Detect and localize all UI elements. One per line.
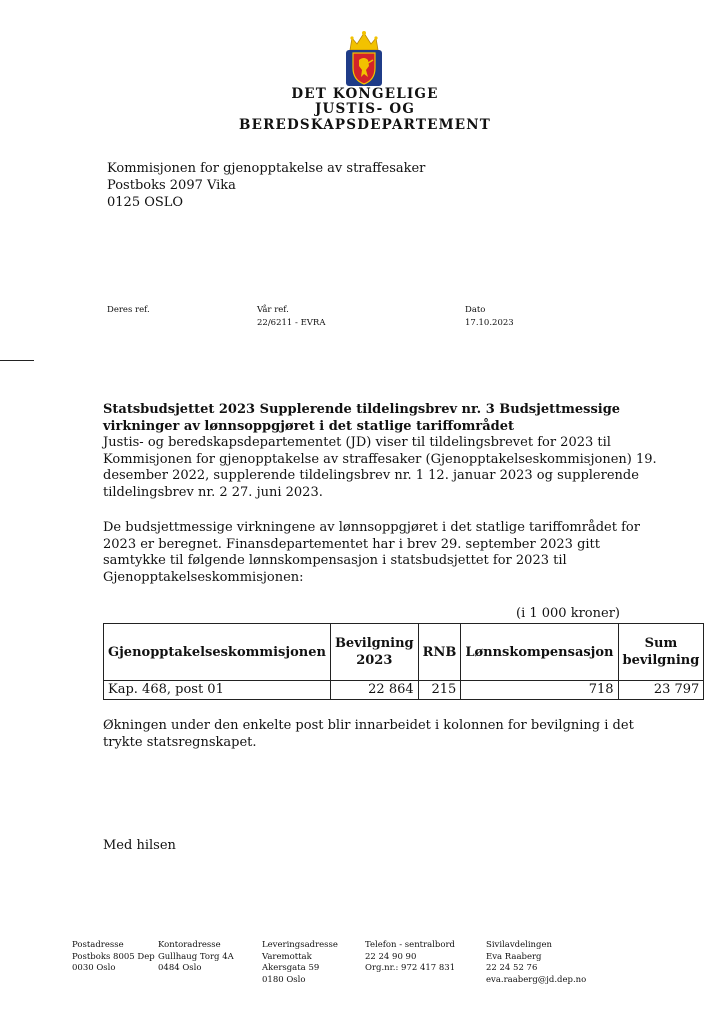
footer-office (158, 940, 234, 975)
footer-line: Gullhaug Torg 4A (158, 951, 234, 962)
recipient-postcode: 0125 OSLO (107, 195, 184, 210)
footer-line: Sivilavdelingen (486, 940, 552, 950)
footer-line: 22 24 52 76 (486, 963, 538, 973)
footer-line: Org.nr.: 972 417 831 (365, 963, 456, 973)
footer-line: Kontoradresse (158, 940, 221, 950)
table-cell: 215 (418, 681, 461, 700)
table-row (104, 681, 704, 700)
footer-line: 0030 Oslo (72, 963, 116, 973)
header-cell: Lønnskompensasjon (461, 624, 618, 681)
footer-line: Postadresse (72, 940, 124, 950)
our-ref-value: 22/6211 - EVRA (257, 318, 326, 328)
paragraph-3: Økningen under den enkelte post blir innarbeidet i kolonnen for bevilgning i det trykte statsregnskapet. (103, 718, 634, 750)
footer-line: Postboks 8005 Dep (72, 951, 155, 962)
footer-phone (365, 940, 455, 975)
recipient-name: Kommisjonen for gjenopptakelse av straffesaker (107, 161, 426, 176)
date-label: Dato (465, 305, 486, 315)
footer-delivery (262, 940, 338, 986)
recipient-postbox: Postboks 2097 Vika (107, 178, 236, 193)
your-ref (107, 304, 150, 317)
header-cell: Gjenopptakelseskommisjonen (104, 624, 331, 681)
header-cell: Bevilgning 2023 (330, 624, 418, 681)
your-ref-label: Deres ref. (107, 305, 150, 315)
allocation-table (103, 623, 704, 700)
footer-email-link[interactable]: eva.raaberg@jd.dep.no (486, 974, 587, 985)
footer-line: Akersgata 59 (262, 963, 320, 973)
recipient-address (107, 160, 425, 211)
table-cell: 23 797 (618, 681, 704, 700)
footer-line: Eva Raaberg (486, 951, 542, 962)
date-value: 17.10.2023 (465, 318, 514, 328)
header-cell: Sum bevilgning (618, 624, 704, 681)
department-name-line1: DET KONGELIGE (291, 86, 439, 102)
table-cell: 718 (461, 681, 618, 700)
letter-title: Statsbudsjettet 2023 Supplerende tildelingsbrev nr. 3 Budsjettmessige virkninger av lønnsoppgjøret i det statlige tariffområdet (103, 402, 621, 434)
our-ref-label: Vår ref. (257, 305, 289, 315)
paragraph-1: Justis- og beredskapsdepartementet (JD) viser til tildelingsbrevet for 2023 til Kommisjonen for gjenopptakelse av straffesaker (Gjenopptakelseskommisjonen) 19. desember 2022, supplerende tildelingsbrev nr. 1 12. januar 2023 og supplerende tildelingsbrev nr. 2 27. juni 2023. (103, 435, 657, 500)
date (465, 304, 514, 330)
unit-note: (i 1 000 kroner) (516, 606, 620, 621)
footer-line: 0180 Oslo (262, 974, 306, 985)
fold-mark (0, 360, 34, 361)
footer-contact (486, 940, 586, 986)
coat-of-arms-icon (344, 30, 384, 88)
footer-postal (72, 940, 155, 975)
header-cell: RNB (418, 624, 461, 681)
footer-line: Varemottak (262, 951, 312, 962)
closing: Med hilsen (103, 838, 176, 853)
footer-line: Telefon - sentralbord (365, 940, 455, 950)
footer-line: Leveringsadresse (262, 940, 338, 950)
table-cell: 22 864 (330, 681, 418, 700)
table-cell: Kap. 468, post 01 (104, 681, 331, 700)
footer-line: 22 24 90 90 (365, 951, 417, 962)
footer-line: 0484 Oslo (158, 963, 202, 973)
department-name-line2: JUSTIS- OG BEREDSKAPSDEPARTEMENT (238, 101, 491, 133)
our-ref (257, 304, 325, 330)
table-header-row (104, 624, 704, 681)
paragraph-2: De budsjettmessige virkningene av lønnsoppgjøret i det statlige tariffområdet for 2023 er beregnet. Finansdepartementet har i brev 29. september 2023 gitt samtykke til følgende lønnskompensasjon i statsbudsjettet for 2023 til Gjenopptakelseskommisjonen: (103, 520, 640, 585)
